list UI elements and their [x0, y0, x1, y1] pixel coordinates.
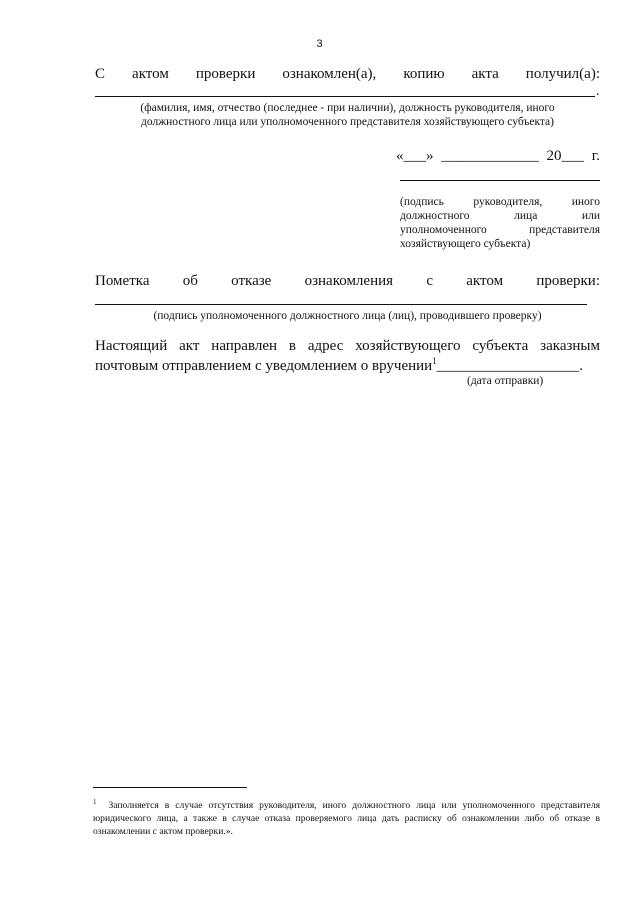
name-caption: (фамилия, имя, отчество (последнее - при наличии), должность руководителя, иного должностного лица или уполномоченного представителя хозяйствующего субъекта) — [140, 102, 555, 128]
date-fill-line[interactable] — [396, 148, 600, 165]
footnote-separator — [93, 787, 247, 788]
sent-statement-line1 — [95, 338, 600, 355]
word: в — [288, 338, 296, 354]
word: С — [95, 66, 106, 82]
word: отказе — [231, 273, 272, 289]
year-blank: ___ — [561, 148, 584, 164]
footnote-text: Заполняется в случае отсутствия руководителя, иного должностного лица или уполномоченного представителя юридического лица, а также в случае отказа проверяемого лица дать расписку об ознакомлении либо об отказе в ознакомлении с актом проверки.». — [93, 800, 600, 838]
word: акт — [179, 338, 200, 354]
word: об — [182, 273, 198, 289]
send-date-caption: (дата отправки) — [467, 375, 544, 387]
close-quote: » — [426, 148, 434, 164]
word: актом — [132, 66, 169, 82]
word: акта — [471, 66, 499, 82]
day-blank: ___ — [403, 148, 426, 164]
word: копию — [403, 66, 445, 82]
footnote-number: 1 — [93, 798, 97, 806]
acquaintance-statement — [95, 66, 600, 83]
year-prefix: 20 — [546, 148, 562, 164]
period: . — [596, 84, 600, 99]
open-quote: « — [396, 148, 404, 164]
word: Пометка — [95, 273, 150, 289]
refusal-note — [95, 273, 600, 290]
signature-caption: (подпись руководителя, иного должностного лица или уполномоченного представителя хозяйствующего субъекта) — [400, 196, 600, 250]
month-blank: _____________ — [441, 148, 539, 164]
footnote — [93, 796, 600, 838]
word: субъекта — [472, 338, 529, 354]
footnote-mark: 1 — [432, 356, 437, 366]
word: заказным — [540, 338, 600, 354]
refusal-fill-line[interactable] — [95, 304, 587, 305]
name-fill-line[interactable] — [95, 96, 595, 97]
word: адрес — [307, 338, 344, 354]
word: хозяйствующего — [355, 338, 461, 354]
page-number: 3 — [316, 38, 323, 50]
year-suffix: г. — [591, 148, 600, 164]
word: актом — [466, 273, 504, 289]
word: Настоящий — [95, 338, 168, 354]
word: ознакомлен(а), — [282, 66, 377, 82]
send-date-blank[interactable]: ___________________ — [436, 358, 580, 374]
word: с — [426, 273, 433, 289]
word: ознакомления — [304, 273, 394, 289]
word: проверки — [195, 66, 256, 82]
refusal-caption: (подпись уполномоченного должностного лица (лиц), проводившего проверку) — [153, 310, 542, 322]
word: проверки: — [536, 273, 600, 289]
signature-fill-line[interactable] — [400, 180, 600, 181]
word: получил(а): — [525, 66, 600, 82]
word: направлен — [211, 338, 278, 354]
sent-statement-line2: почтовым отправлением с уведомлением о вручении$^1$___________________. — [95, 356, 583, 374]
